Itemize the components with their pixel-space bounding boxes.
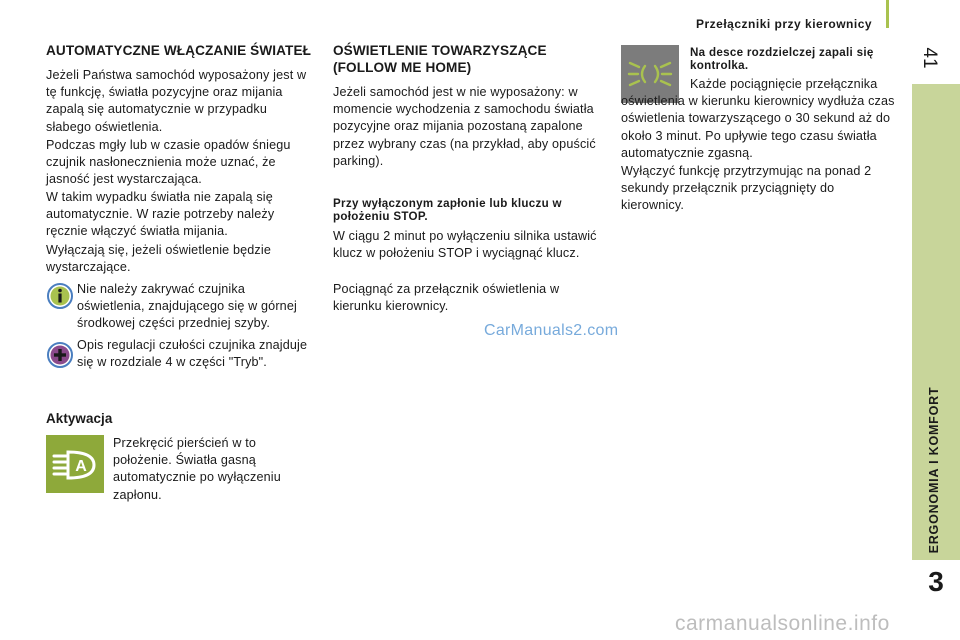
paragraph: Jeżeli Państwa samochód wyposażony jest w tę funkcję, światła pozycyjne oraz mijania zapalą się automatycznie w przypadku słabego oświetlenia. xyxy=(46,68,307,134)
activation-title: Aktywacja xyxy=(46,411,113,426)
plus-note: Opis regulacji czułości czujnika znajduje się w rozdziale 4 w części "Tryb". xyxy=(77,338,308,370)
auto-headlight-icon xyxy=(46,435,104,493)
header-accent-bar xyxy=(886,0,889,28)
svg-text:A: A xyxy=(75,458,87,475)
info-icon xyxy=(47,283,73,309)
paragraph: Podczas mgły lub w czasie opadów śniegu czujnik nasłonecznienia może uznać, że jasność jest wystarczająca. xyxy=(46,138,291,187)
paragraph: W ciągu 2 minut po wyłączeniu silnika ustawić klucz w położeniu STOP i wyciągnąć klucz. xyxy=(333,229,597,261)
watermark: CarManuals2.com xyxy=(484,322,619,339)
paragraph: Pociągnąć za przełącznik oświetlenia w kierunku kierownicy. xyxy=(333,282,560,314)
paragraph: Wyłączyć funkcję przytrzymując na ponad 2 sekundy przełącznik przyciągnięty do kierownicy. xyxy=(621,164,872,213)
paragraph: Każde pociągnięcie przełącznika oświetlenia w kierunku kierownicy wydłuża czas oświetlenia towarzyszącego o 30 sekund aż do około 3 minut. Po upływie tego czasu światła automatycznie zgasną. xyxy=(621,77,895,160)
paragraph: Jeżeli samochód jest w nie wyposażony: w momencie wychodzenia z samochodu światła pozycyjne oraz mijania pozostaną zapalone przez wybrany czas (na przykład, aby opuścić parking). xyxy=(333,85,596,168)
page-number: 41 xyxy=(919,47,940,69)
paragraph: Wyłączają się, jeżeli oświetlenie będzie wystarczające. xyxy=(46,243,271,275)
paragraph: W takim wypadku światła nie zapalą się automatycznie. W razie potrzeby należy ręcznie włączyć światła mijania. xyxy=(46,190,275,239)
info-note: Nie należy zakrywać czujnika oświetlenia, znajdującego się w górnej środkowej części przedniej szyby. xyxy=(77,282,297,331)
footer-watermark: carmanualsonline.info xyxy=(675,612,890,635)
plus-icon xyxy=(47,342,73,368)
indicator-title: Na desce rozdzielczej zapali się kontrolka. xyxy=(690,46,874,72)
section-title-follow-me-home: OŚWIETLENIE TOWARZYSZĄCE (FOLLOW ME HOME) xyxy=(333,43,547,75)
section-title-auto-lights: AUTOMATYCZNE WŁĄCZANIE ŚWIATEŁ xyxy=(46,43,312,58)
chapter-title: ERGONOMIA I KOMFORT xyxy=(927,386,941,554)
activation-text: Przekręcić pierścień w to położenie. Światła gasną automatycznie po wyłączeniu zapłonu. xyxy=(113,436,281,502)
running-header: Przełączniki przy kierownicy xyxy=(696,17,873,31)
chapter-number: 3 xyxy=(928,566,944,597)
subsection-title: Przy wyłączonym zapłonie lub kluczu w położeniu STOP. xyxy=(333,197,562,223)
